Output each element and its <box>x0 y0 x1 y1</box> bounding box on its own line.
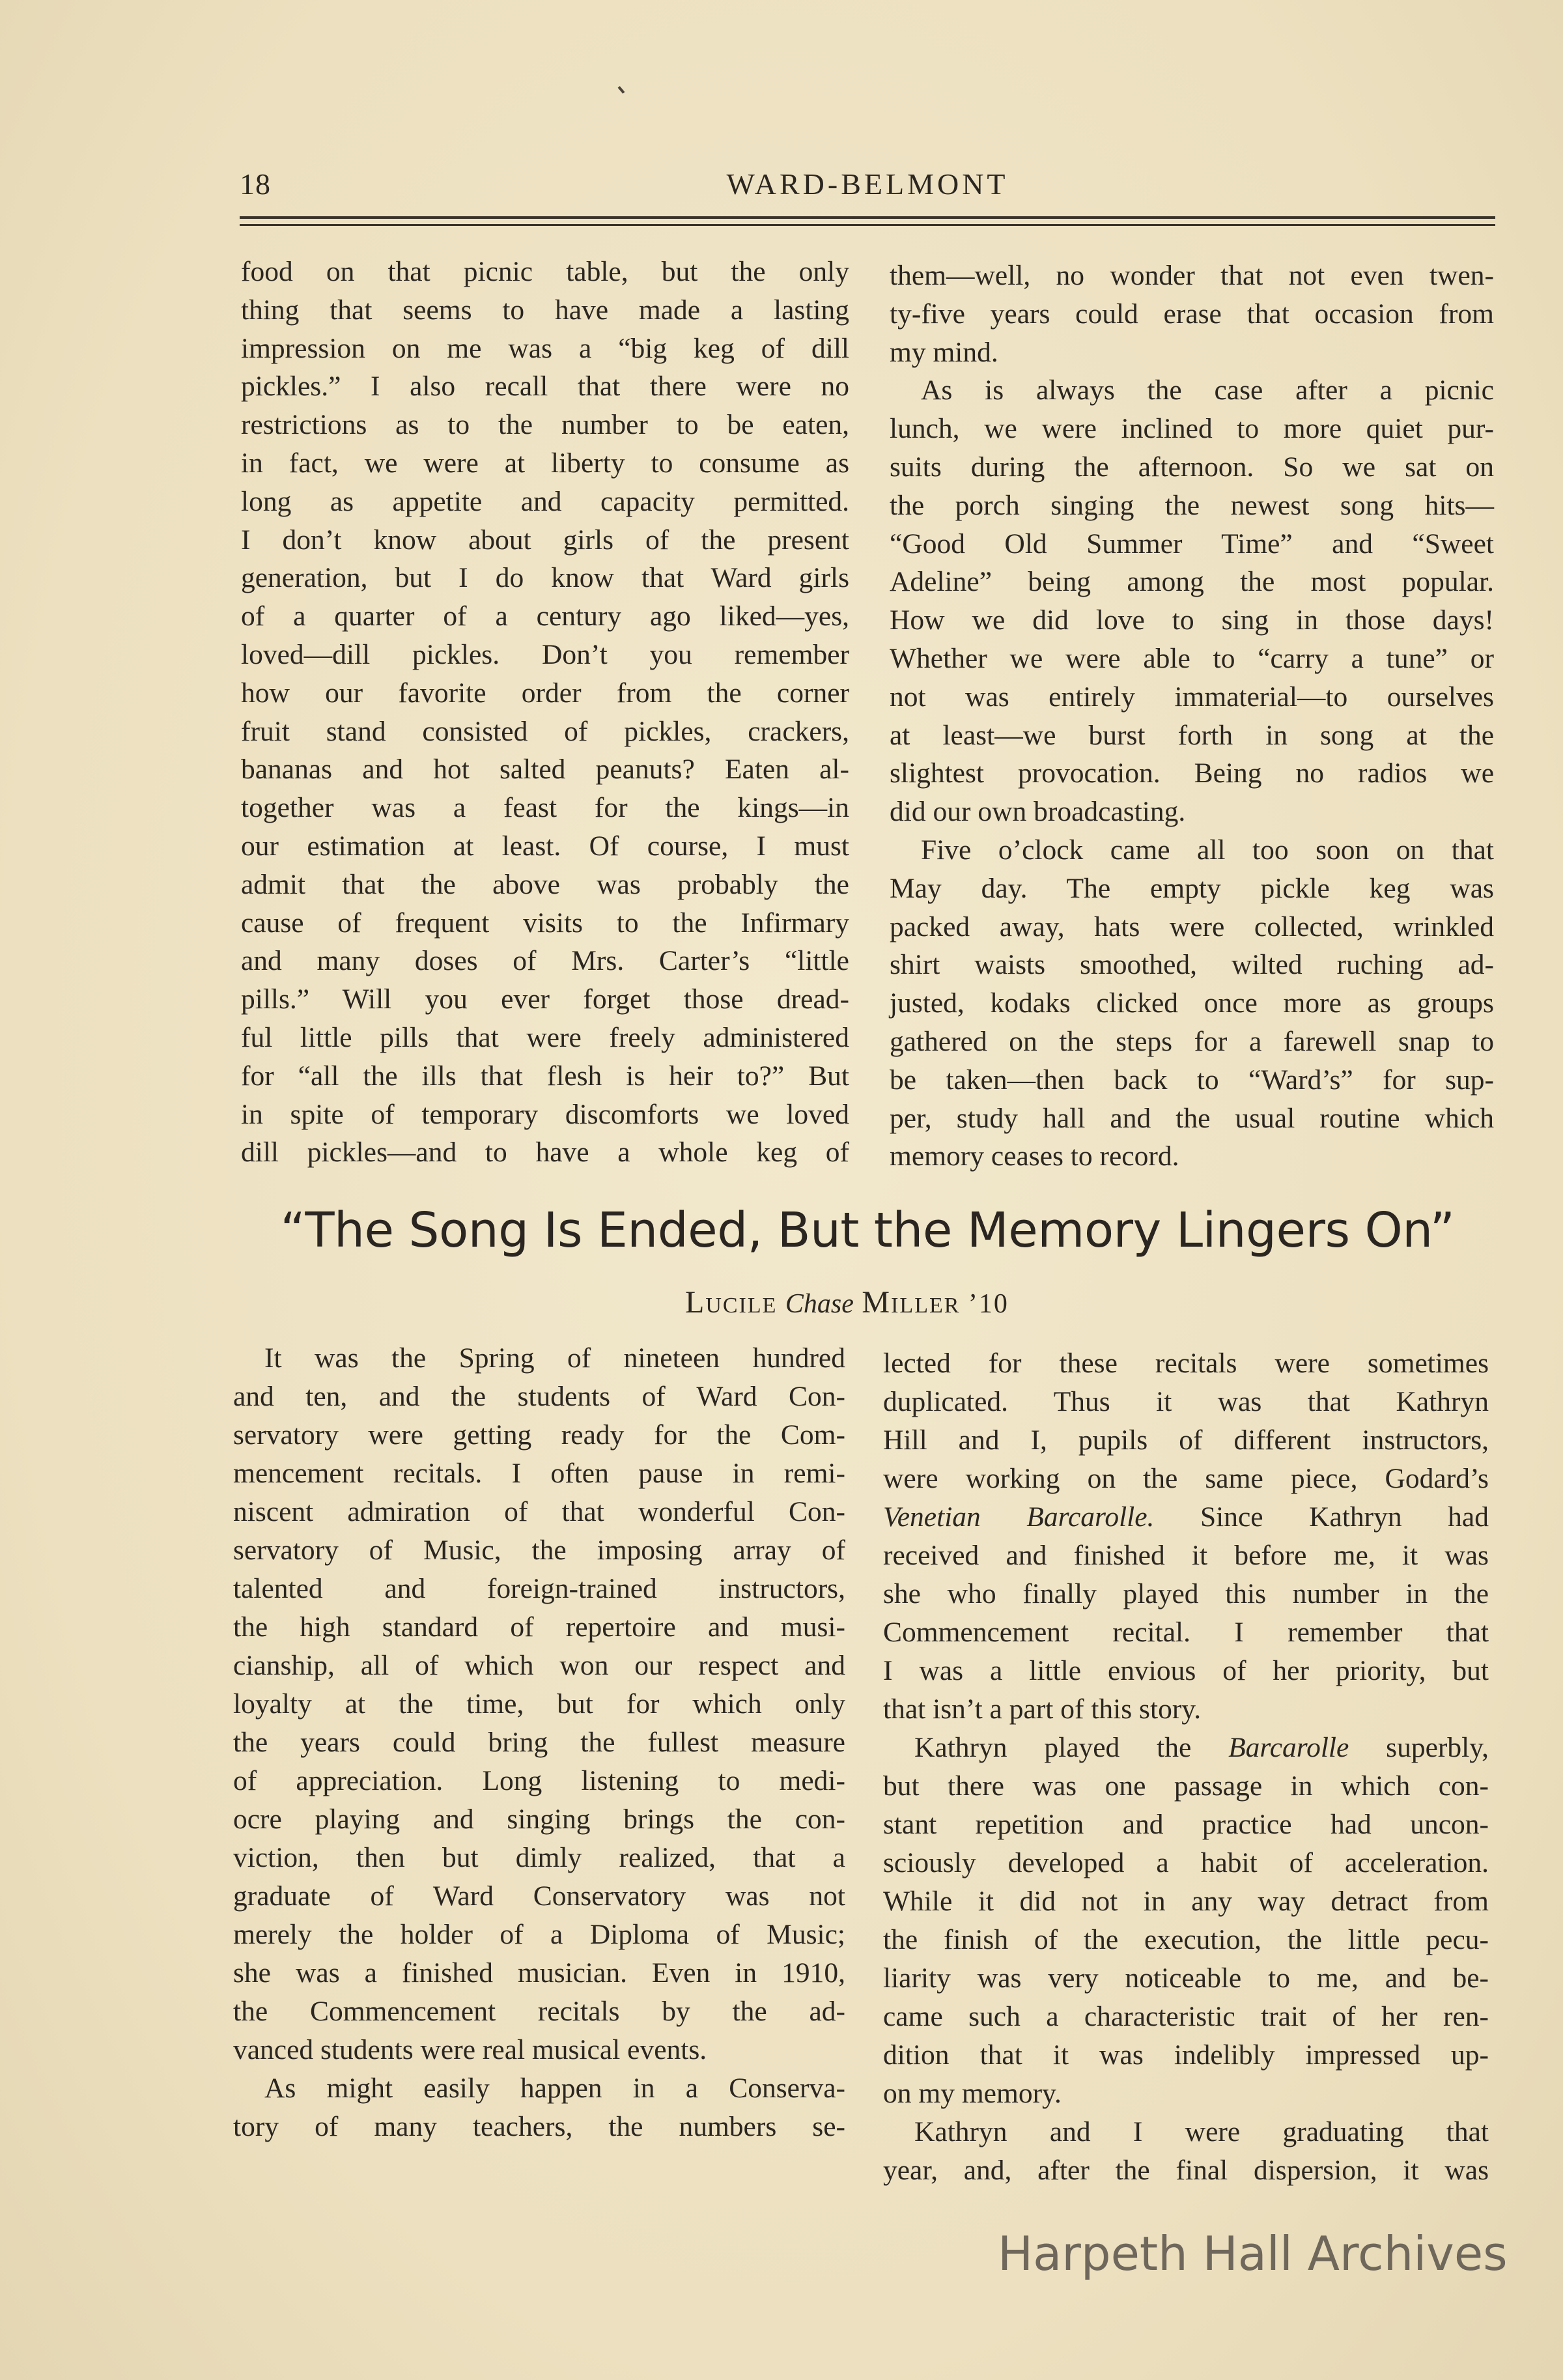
text-line: cause of frequent visits to the Infirmary <box>241 907 849 939</box>
text-line: liarity was very noticeable to me, and be- <box>883 1962 1489 1994</box>
text-line: duplicated. Thus it was that Kathryn <box>883 1386 1489 1417</box>
text-line: were working on the same piece, Godard’s <box>883 1463 1489 1494</box>
text-line: food on that picnic table, but the only <box>241 256 849 287</box>
text-line: viction, then but dimly realized, that a <box>233 1842 845 1873</box>
archive-watermark: Harpeth Hall Archives <box>998 2226 1508 2281</box>
text-line: As is always the case after a picnic <box>921 375 1494 406</box>
text-line: ocre playing and singing brings the con- <box>233 1804 845 1835</box>
page-header <box>240 167 1495 203</box>
text-line: long as appetite and capacity permitted. <box>241 485 849 517</box>
text-line: graduate of Ward Conservatory was not <box>233 1880 845 1912</box>
text-line: servatory of Music, the imposing array of <box>233 1535 845 1566</box>
text-line: memory ceases to record. <box>890 1140 1179 1172</box>
text-line: Commencement recital. I remember that <box>883 1617 1489 1648</box>
text-line: While it did not in any way detract from <box>883 1886 1489 1917</box>
text-line: Five o’clock came all too soon on that <box>921 834 1494 866</box>
text-line: not was entirely immaterial—to ourselves <box>890 681 1494 713</box>
text-line: restrictions as to the number to be eaten, <box>241 409 849 441</box>
text-line: in spite of temporary discomforts we loved <box>241 1098 849 1130</box>
stray-mark <box>618 86 625 94</box>
text-line: Hill and I, pupils of different instructors, <box>883 1424 1489 1456</box>
text-line: lected for these recitals were sometimes <box>883 1348 1489 1379</box>
text-line: Kathryn played the Barcarolle superbly, <box>914 1732 1489 1763</box>
text-line: did our own broadcasting. <box>890 796 1186 828</box>
byline-middle-name: Chase <box>785 1289 854 1319</box>
column-bottom-left <box>233 1339 845 2146</box>
byline-last-name: Miller <box>862 1285 961 1320</box>
text-line: ty-five years could erase that occasion from <box>890 298 1494 330</box>
text-line: that isn’t a part of this story. <box>883 1693 1202 1725</box>
text-line: on my memory. <box>883 2078 1062 2109</box>
column-bottom-right <box>883 1344 1489 2190</box>
text-line: pickles.” I also recall that there were no <box>241 371 849 403</box>
text-line: came such a characteristic trait of her ren- <box>883 2001 1489 2032</box>
text-line: justed, kodaks clicked once more as groups <box>890 987 1494 1019</box>
article-title: “The Song Is Ended, But the Memory Lingers On” <box>280 1202 1455 1258</box>
text-line: ful little pills that were freely administered <box>241 1021 849 1053</box>
text-line: and ten, and the students of Ward Con- <box>233 1381 845 1412</box>
text-line: niscent admiration of that wonderful Con- <box>233 1496 845 1527</box>
text-line: dition that it was indelibly impressed up- <box>883 2039 1489 2071</box>
byline-first-name: Lucile <box>685 1285 778 1320</box>
running-head: WARD-BELMONT <box>726 167 1009 201</box>
text-line: but there was one passage in which con- <box>883 1770 1489 1802</box>
text-line: loved—dill pickles. Don’t you remember <box>241 638 849 670</box>
text-line: vanced students were real musical events. <box>233 2034 707 2065</box>
text-line: Kathryn and I were graduating that <box>914 2116 1489 2147</box>
text-line: she who finally played this number in the <box>883 1578 1489 1609</box>
piece-title: Barcarolle <box>1228 1732 1349 1763</box>
text-line: dill pickles—and to have a whole keg of <box>241 1137 849 1169</box>
column-top-left <box>241 253 849 1172</box>
text-line: them—well, no wonder that not even twen- <box>890 260 1494 291</box>
text-line: servatory were getting ready for the Com- <box>233 1419 845 1451</box>
text-line: per, study hall and the usual routine which <box>890 1102 1494 1134</box>
byline <box>685 1284 1009 1320</box>
text-line: at least—we burst forth in song at the <box>890 719 1494 751</box>
text-line: May day. The empty pickle keg was <box>890 872 1494 904</box>
text-line: received and finished it before me, it was <box>883 1540 1489 1571</box>
page-number: 18 <box>240 167 271 201</box>
text-line: mencement recitals. I often pause in remi- <box>233 1458 845 1489</box>
text-line: for “all the ills that flesh is heir to?” But <box>241 1060 849 1092</box>
text-line: pills.” Will you ever forget those dread- <box>241 984 849 1015</box>
text-line: in fact, we were at liberty to consume as <box>241 447 849 479</box>
text-line: suits during the afternoon. So we sat on <box>890 451 1494 483</box>
text-line: and many doses of Mrs. Carter’s “little <box>241 945 849 977</box>
text-line: sciously developed a habit of acceleration. <box>883 1847 1489 1878</box>
text-line: cianship, all of which won our respect and <box>233 1650 845 1681</box>
text-line: the high standard of repertoire and musi- <box>233 1611 845 1643</box>
text-line: the years could bring the fullest measure <box>233 1727 845 1758</box>
text-line: I don’t know about girls of the present <box>241 524 849 556</box>
text-line: “Good Old Summer Time” and “Sweet <box>890 528 1494 560</box>
text-line: It was the Spring of nineteen hundred <box>264 1342 845 1374</box>
text-line: shirt waists smoothed, wilted ruching ad- <box>890 949 1494 981</box>
text-line: admit that the above was probably the <box>241 868 849 900</box>
text-line: Adeline” being among the most popular. <box>890 566 1494 598</box>
text-line: how our favorite order from the corner <box>241 677 849 709</box>
text-line: my mind. <box>890 336 998 368</box>
text-line: impression on me was a “big keg of dill <box>241 332 849 364</box>
text-line: Venetian Barcarolle. Since Kathryn had <box>883 1501 1489 1533</box>
text-line: packed away, hats were collected, wrinkled <box>890 911 1494 942</box>
header-rule-top <box>240 216 1495 219</box>
piece-title: Venetian Barcarolle. <box>883 1501 1155 1533</box>
text-line: year, and, after the final dispersion, it was <box>883 2155 1489 2186</box>
text-line: gathered on the steps for a farewell snap to <box>890 1025 1494 1057</box>
text-line: the finish of the execution, the little pecu- <box>883 1924 1489 1955</box>
text-line: tory of many teachers, the numbers se- <box>233 2111 845 2142</box>
text-line: loyalty at the time, but for which only <box>233 1688 845 1720</box>
text-line: As might easily happen in a Conserva- <box>264 2073 845 2104</box>
text-line: stant repetition and practice had uncon- <box>883 1809 1489 1840</box>
text-line: I was a little envious of her priority, but <box>883 1655 1489 1686</box>
text-line: Whether we were able to “carry a tune” or <box>890 642 1494 674</box>
text-line: of a quarter of a century ago liked—yes, <box>241 601 849 632</box>
text-line: be taken—then back to “Ward’s” for sup- <box>890 1064 1494 1096</box>
text-line: generation, but I do know that Ward girls <box>241 562 849 594</box>
text-line: our estimation at least. Of course, I must <box>241 830 849 862</box>
byline-class-year: ’10 <box>968 1289 1009 1319</box>
text-line: How we did love to sing in those days! <box>890 604 1494 636</box>
text-line: fruit stand consisted of pickles, crackers, <box>241 715 849 747</box>
text-line: thing that seems to have made a lasting <box>241 294 849 326</box>
text-line: talented and foreign-trained instructors, <box>233 1573 845 1604</box>
text-line: she was a finished musician. Even in 1910, <box>233 1957 845 1989</box>
text-line: the Commencement recitals by the ad- <box>233 1996 845 2027</box>
text-line: merely the holder of a Diploma of Music; <box>233 1919 845 1950</box>
text-line: the porch singing the newest song hits— <box>890 489 1494 521</box>
header-rule-bottom <box>240 224 1495 226</box>
text-line: slightest provocation. Being no radios we <box>890 758 1494 789</box>
text-line: lunch, we were inclined to more quiet pur- <box>890 413 1494 445</box>
text-line: bananas and hot salted peanuts? Eaten al- <box>241 754 849 786</box>
text-line: of appreciation. Long listening to medi- <box>233 1765 845 1796</box>
column-top-right <box>890 257 1494 1176</box>
text-line: together was a feast for the kings—in <box>241 792 849 824</box>
